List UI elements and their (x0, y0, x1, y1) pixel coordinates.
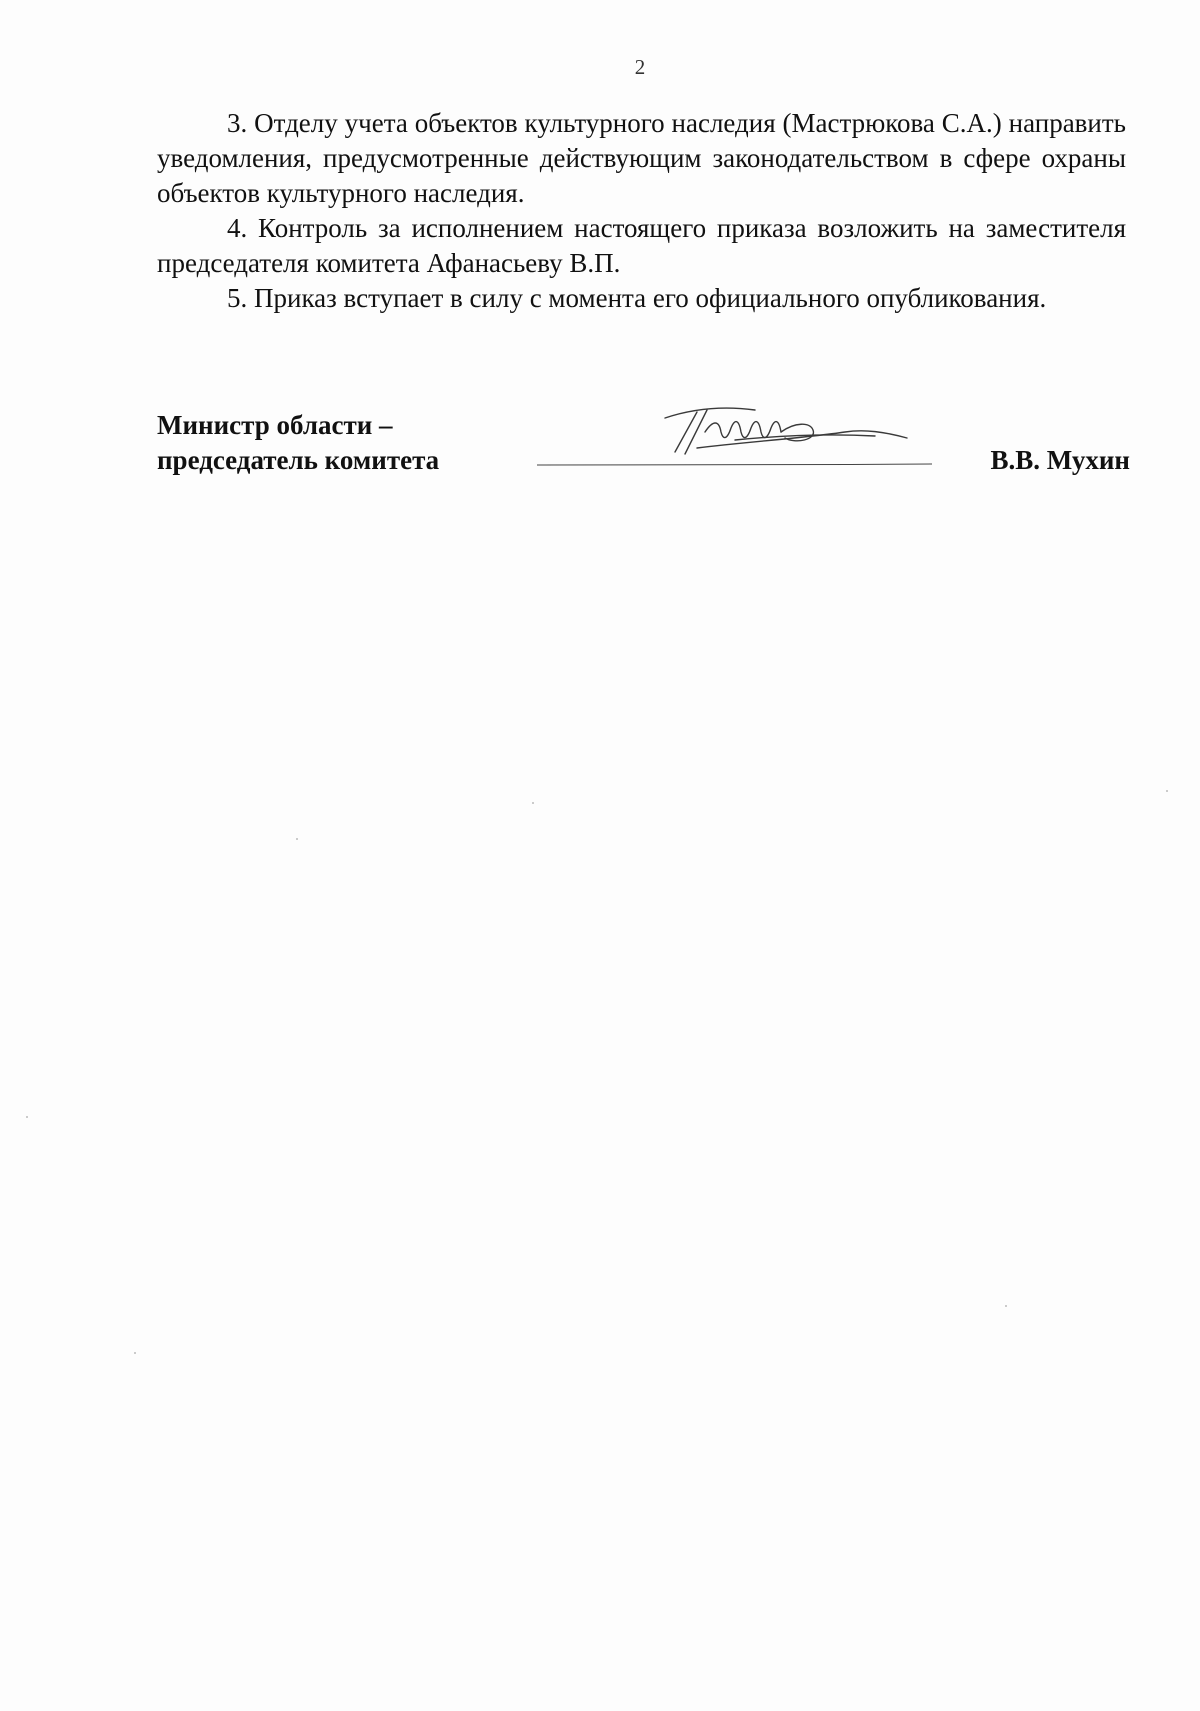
scan-speck (134, 1352, 136, 1354)
scan-speck (26, 1116, 28, 1118)
scan-speck (532, 802, 534, 804)
paragraph-item-5: 5. Приказ вступает в силу с момента его официального опубликования. (227, 283, 1047, 313)
signatory-position-line-2: председатель комитета (157, 445, 440, 475)
signatory-position (157, 408, 439, 478)
scan-speck (296, 838, 298, 840)
handwritten-signature-icon (635, 402, 915, 482)
paragraph-item-4: 4. Контроль за исполнением настоящего приказа возложить на заместителя председателя комитета Афанасьеву В.П. (157, 213, 1126, 278)
scan-speck (1166, 790, 1168, 792)
signatory-position-line-1: Министр области – (157, 410, 393, 440)
order-body (157, 106, 1126, 316)
page-number: 2 (634, 55, 646, 79)
paragraph-item-3: 3. Отделу учета объектов культурного наследия (Мастрюкова С.А.) направить уведомления, предусмотренные действующим законодательством в сфере охраны объектов культурного наследия. (157, 108, 1126, 208)
signature-block (157, 408, 1130, 498)
signatory-name: В.В. Мухин (990, 445, 1130, 475)
scan-speck (1005, 1305, 1007, 1307)
